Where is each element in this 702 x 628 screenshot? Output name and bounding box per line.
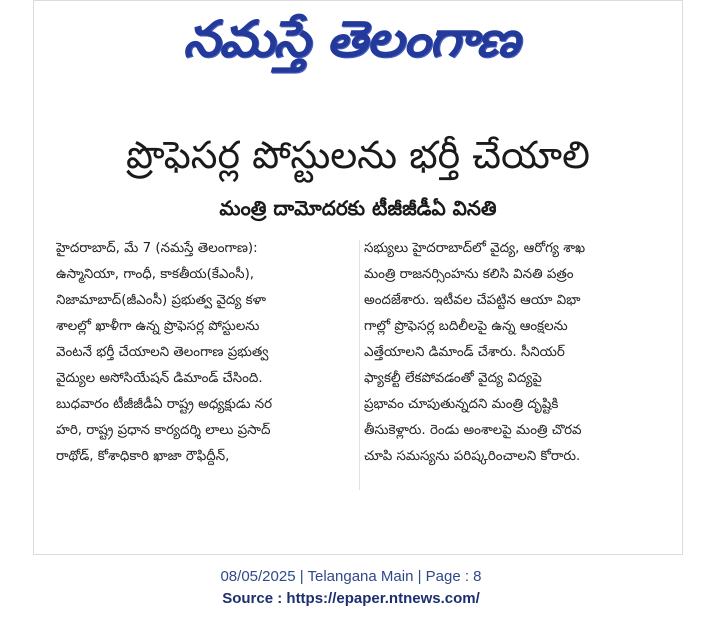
article-line: మంత్రి రాజనర్సింహను కలిసి వినతి పత్రం — [364, 267, 574, 282]
article-line: నిజామాబాద్(జీఎంసీ) ప్రభుత్వ వైద్య కళా — [56, 293, 267, 308]
article-headline: ప్రొఫెసర్ల పోస్టులను భర్తీ చేయాలి — [126, 133, 590, 177]
article-line: ఉస్మానియా, గాంధీ, కాకతీయ(కేఎంసీ), — [56, 267, 255, 282]
source-link[interactable]: Source : https://epaper.ntnews.com/ — [222, 590, 480, 607]
article-right-column — [364, 236, 656, 470]
article-line: బుధవారం టీజీజీడీఏ రాష్ట్ర అధ్యక్షుడు నర — [56, 397, 273, 412]
edition-info: 08/05/2025 | Telangana Main | Page : 8 — [220, 568, 482, 585]
article-subheadline: మంత్రి దామోదరకు టీజీజీడీఏ వినతి — [219, 196, 497, 220]
article-line: రాథోడ్, కోశాధికారి ఖాజా రౌఫిద్దీన్, — [56, 449, 230, 464]
article-line: హరి, రాష్ట్ర ప్రధాన కార్యదర్శి లాలు ప్రసాద్ — [56, 423, 271, 438]
column-divider — [359, 240, 360, 490]
article-line: చూపి సమస్యను పరిష్కరించాలని కోరారు. — [364, 449, 581, 464]
article-left-column — [56, 236, 362, 470]
article-line: హైదరాబాద్, మే 7 (నమస్తే తెలంగాణ): — [56, 241, 258, 256]
article-line: ఎత్తేయాలని డిమాండ్ చేశారు. సీనియర్ — [364, 345, 565, 360]
article-line: శాలల్లో ఖాళీగా ఉన్న ప్రొఫెసర్ల పోస్టులను — [56, 319, 260, 334]
article-line: వెంటనే భర్తీ చేయాలని తెలంగాణ ప్రభుత్వ — [56, 345, 269, 360]
masthead-title: నమస్తే తెలంగాణ — [183, 10, 519, 68]
article-line: తీసుకెళ్లారు. రెండు అంశాలపై మంత్రి చొరవ — [364, 423, 582, 438]
article-line: సభ్యులు హైదరాబాద్‌లో వైద్య, ఆరోగ్య శాఖ — [364, 241, 586, 256]
article-line: అందజేశారు. ఇటీవల చేపట్టిన ఆయా విభా — [364, 293, 581, 308]
article-line: గాల్లో ప్రొఫెసర్ల బదిలీలపై ఉన్న ఆంక్షలను — [364, 319, 568, 334]
article-line: ఫ్యాకల్టీ లేకపోవడంతో వైద్య విద్యపై — [364, 371, 542, 386]
article-line: ప్రభావం చూపుతున్నదని మంత్రి దృష్టికి — [364, 397, 559, 412]
newspaper-masthead — [0, 2, 702, 86]
article-line: వైద్యుల అసోసియేషన్ డిమాండ్ చేసింది. — [56, 371, 263, 386]
